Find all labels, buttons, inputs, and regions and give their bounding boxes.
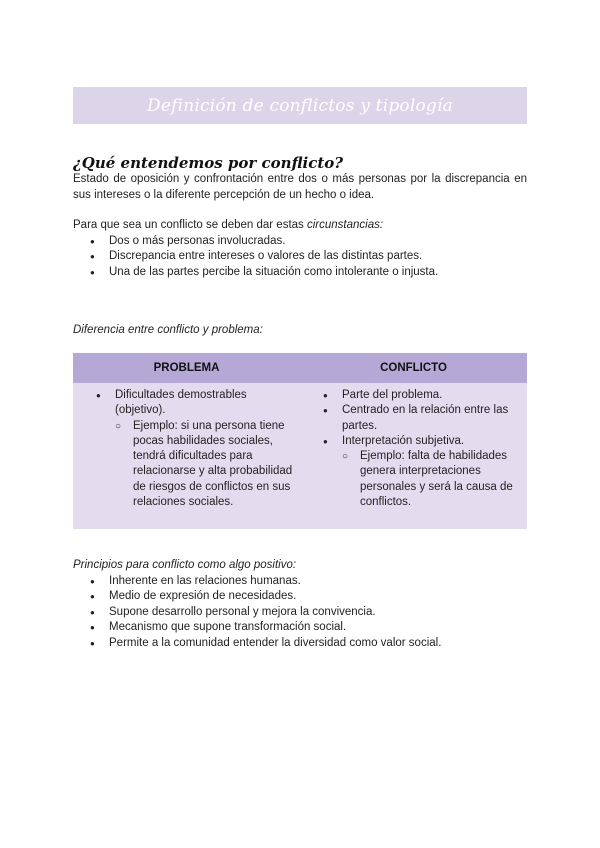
section-definition bbox=[73, 154, 527, 280]
comparison-table bbox=[73, 353, 527, 529]
circumstances-intro-italic: circunstancias: bbox=[307, 219, 384, 231]
title-banner bbox=[73, 87, 527, 124]
list-item: ● Supone desarrollo personal y mejora la convivencia. bbox=[109, 605, 527, 621]
list-item: ○ Ejemplo: si una persona tiene pocas habilidades sociales, tendrá dificultades para relacionarse y alta probabilidad de riesgos de conflictos en sus relaciones sociales. bbox=[133, 419, 294, 511]
problema-list bbox=[75, 388, 294, 419]
section-principles bbox=[73, 558, 527, 651]
list-item: ○ Ejemplo: falta de habilidades genera interpretaciones personales y será la causa de conflictos. bbox=[360, 449, 521, 510]
list-item: ● Inherente en las relaciones humanas. bbox=[109, 574, 527, 590]
list-item: ● Dos o más personas involucradas. bbox=[109, 234, 527, 250]
principles-list bbox=[73, 574, 527, 652]
cell-conflicto bbox=[300, 383, 527, 529]
list-item: ● Una de las partes percibe la situación como intolerante o injusta. bbox=[109, 265, 527, 281]
list-item: ● Mecanismo que supone transformación social. bbox=[109, 620, 527, 636]
definition-text: Estado de oposición y confrontación entre dos o más personas por la discrepancia en sus intereses o la diferente percepción de un hecho o idea. bbox=[73, 173, 527, 201]
section-heading: ¿Qué entendemos por conflicto? bbox=[73, 154, 344, 172]
header-problema: PROBLEMA bbox=[73, 353, 300, 383]
list-item: ● Permite a la comunidad entender la diversidad como valor social. bbox=[109, 636, 527, 652]
conflicto-list bbox=[302, 388, 521, 449]
difference-label: Diferencia entre conflicto y problema: bbox=[73, 324, 263, 336]
list-item: ● Dificultades demostrables (objetivo). bbox=[115, 388, 294, 419]
conflicto-sublist bbox=[302, 449, 521, 510]
list-item: ● Interpretación subjetiva. bbox=[342, 434, 521, 449]
list-item: ● Discrepancia entre intereses o valores de las distintas partes. bbox=[109, 249, 527, 265]
header-conflicto: CONFLICTO bbox=[300, 353, 527, 383]
principles-label: Principios para conflicto como algo positivo: bbox=[73, 559, 297, 571]
list-item: ● Medio de expresión de necesidades. bbox=[109, 589, 527, 605]
problema-sublist bbox=[75, 419, 294, 511]
circumstances-intro-text: Para que sea un conflicto se deben dar estas bbox=[73, 219, 307, 231]
circumstances-intro bbox=[73, 218, 527, 234]
circumstances-list bbox=[73, 234, 527, 281]
difference-label-block bbox=[73, 323, 527, 339]
cell-problema bbox=[73, 383, 300, 529]
list-item: ● Centrado en la relación entre las partes. bbox=[342, 403, 521, 434]
list-item: ● Parte del problema. bbox=[342, 388, 521, 403]
page-title: Definición de conflictos y tipología bbox=[146, 95, 453, 116]
